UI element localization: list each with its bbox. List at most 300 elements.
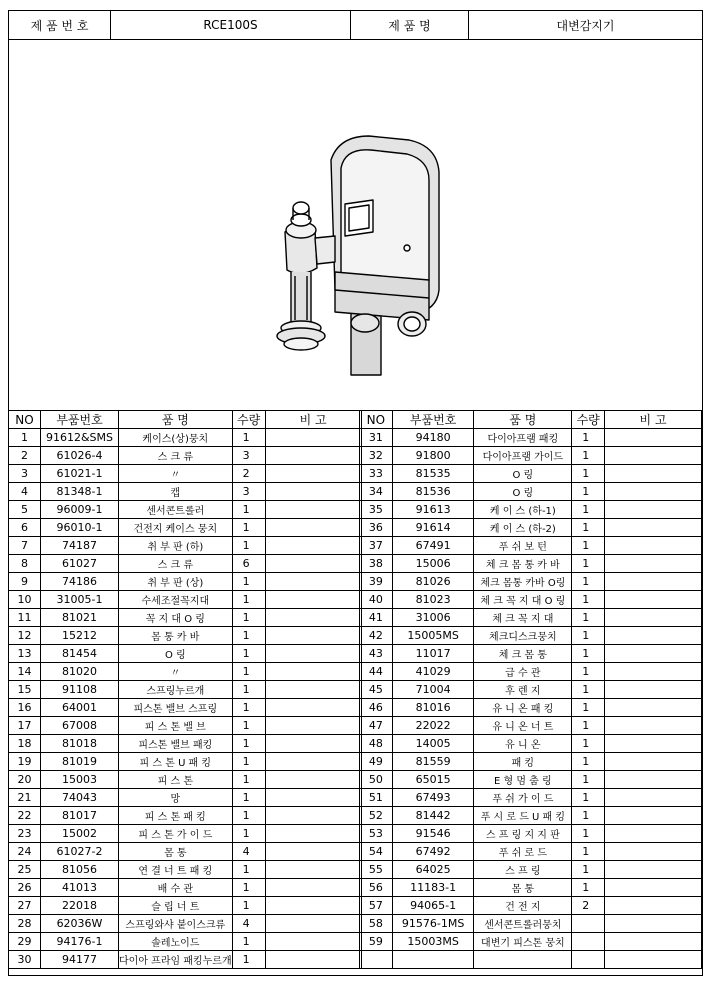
- row-no: 45: [360, 681, 393, 699]
- row-qty: 1: [572, 699, 605, 717]
- row-part-no: 81536: [392, 483, 474, 501]
- row-no: 58: [360, 915, 393, 933]
- sensor-unit-illustration: [9, 40, 702, 410]
- row-remarks: [265, 609, 361, 627]
- row-remarks: [265, 537, 361, 555]
- row-no: 56: [360, 879, 393, 897]
- row-no: 1: [9, 429, 41, 447]
- product-no-label: 제 품 번 호: [9, 11, 111, 39]
- row-part-no: 64001: [41, 699, 119, 717]
- row-no: 6: [9, 519, 41, 537]
- row-qty: 1: [572, 591, 605, 609]
- row-remarks: [265, 753, 361, 771]
- table-row: [9, 699, 362, 717]
- row-part-name: 후 렌 지: [474, 681, 572, 699]
- row-part-name: 캡: [119, 483, 233, 501]
- row-part-no: 81559: [392, 753, 474, 771]
- row-remarks: [605, 555, 702, 573]
- table-row: [360, 843, 702, 861]
- table-row: [9, 807, 362, 825]
- row-qty: 1: [232, 591, 265, 609]
- row-no: 46: [360, 699, 393, 717]
- product-name-value: 대변감지기: [556, 18, 615, 33]
- row-part-name: 다이아프램 가이드: [474, 447, 572, 465]
- row-no: 14: [9, 663, 41, 681]
- row-remarks: [605, 951, 702, 969]
- row-qty: 1: [232, 429, 265, 447]
- row-remarks: [605, 627, 702, 645]
- table-row: [9, 789, 362, 807]
- row-no: 36: [360, 519, 393, 537]
- row-remarks: [265, 447, 361, 465]
- row-part-name: 건 전 지: [474, 897, 572, 915]
- row-remarks: [265, 555, 361, 573]
- row-part-no: 96010-1: [41, 519, 119, 537]
- row-qty: 1: [572, 843, 605, 861]
- row-qty: 1: [232, 933, 265, 951]
- row-remarks: [265, 771, 361, 789]
- row-part-no: 67492: [392, 843, 474, 861]
- table-row: [360, 735, 702, 753]
- row-qty: 4: [232, 915, 265, 933]
- table-row: [9, 573, 362, 591]
- row-no: 40: [360, 591, 393, 609]
- table-row: [9, 555, 362, 573]
- row-no: 38: [360, 555, 393, 573]
- row-qty: 1: [572, 537, 605, 555]
- row-no: 44: [360, 663, 393, 681]
- row-no: 16: [9, 699, 41, 717]
- col-no: NO: [9, 411, 41, 429]
- parts-rows-right: [360, 429, 702, 969]
- table-row: [9, 753, 362, 771]
- row-qty: 1: [572, 681, 605, 699]
- table-row: [9, 663, 362, 681]
- row-no: 22: [9, 807, 41, 825]
- row-part-name: 케 이 스 (하-1): [474, 501, 572, 519]
- row-remarks: [265, 861, 361, 879]
- row-qty: 1: [232, 753, 265, 771]
- table-row: [9, 429, 362, 447]
- table-row: [360, 465, 702, 483]
- table-row: [9, 897, 362, 915]
- row-qty: 1: [572, 879, 605, 897]
- table-row: [9, 645, 362, 663]
- row-part-no: 14005: [392, 735, 474, 753]
- table-row: [360, 699, 702, 717]
- row-no: 30: [9, 951, 41, 969]
- parts-table-left: [8, 410, 362, 969]
- row-no: 37: [360, 537, 393, 555]
- row-remarks: [265, 519, 361, 537]
- row-no: 9: [9, 573, 41, 591]
- row-remarks: [265, 681, 361, 699]
- row-part-no: 67493: [392, 789, 474, 807]
- row-part-name: 유 니 온 패 킹: [474, 699, 572, 717]
- table-row: [360, 609, 702, 627]
- row-part-name: 솔레노이드: [119, 933, 233, 951]
- row-remarks: [265, 573, 361, 591]
- row-qty: 1: [232, 501, 265, 519]
- row-qty: 1: [572, 861, 605, 879]
- row-no: 51: [360, 789, 393, 807]
- row-remarks: [265, 699, 361, 717]
- table-row: [9, 735, 362, 753]
- row-no: 12: [9, 627, 41, 645]
- row-remarks: [605, 519, 702, 537]
- row-qty: 1: [572, 447, 605, 465]
- row-part-no: 91800: [392, 447, 474, 465]
- table-row: [9, 609, 362, 627]
- row-part-no: 41013: [41, 879, 119, 897]
- row-part-name: 체 크 몸 통: [474, 645, 572, 663]
- col-part-no: 부품번호: [392, 411, 474, 429]
- row-no: 5: [9, 501, 41, 519]
- table-row: [9, 915, 362, 933]
- table-row: [9, 519, 362, 537]
- row-no: 4: [9, 483, 41, 501]
- row-part-name: 몸 통 카 바: [119, 627, 233, 645]
- table-row: [360, 537, 702, 555]
- row-part-name: 〃: [119, 465, 233, 483]
- row-part-no: 31005-1: [41, 591, 119, 609]
- row-remarks: [265, 645, 361, 663]
- row-part-name: 센서콘트롤러뭉치: [474, 915, 572, 933]
- row-no: 25: [9, 861, 41, 879]
- col-name: 품 명: [474, 411, 572, 429]
- row-part-no: 81020: [41, 663, 119, 681]
- row-no: 17: [9, 717, 41, 735]
- row-no: 2: [9, 447, 41, 465]
- row-remarks: [265, 789, 361, 807]
- row-remarks: [605, 861, 702, 879]
- row-qty: 2: [232, 465, 265, 483]
- row-part-no: 94180: [392, 429, 474, 447]
- row-part-name: 몸 통: [474, 879, 572, 897]
- table-row: [9, 681, 362, 699]
- row-part-no: 94176-1: [41, 933, 119, 951]
- row-remarks: [605, 933, 702, 951]
- row-remarks: [605, 789, 702, 807]
- row-no: 31: [360, 429, 393, 447]
- row-remarks: [265, 735, 361, 753]
- row-part-name: 체 크 꼭 지 대 O 링: [474, 591, 572, 609]
- row-part-name: 피 스 톤 패 킹: [119, 807, 233, 825]
- row-remarks: [605, 483, 702, 501]
- table-row: [9, 591, 362, 609]
- row-part-name: 체크 몸통 카바 O링: [474, 573, 572, 591]
- row-part-name: 슬 립 너 트: [119, 897, 233, 915]
- row-no: 59: [360, 933, 393, 951]
- row-part-no: 15002: [41, 825, 119, 843]
- row-part-no: 81017: [41, 807, 119, 825]
- row-part-no: 15212: [41, 627, 119, 645]
- table-row: [9, 843, 362, 861]
- row-remarks: [265, 465, 361, 483]
- table-row: [360, 447, 702, 465]
- row-part-no: 81019: [41, 753, 119, 771]
- row-qty: 1: [232, 681, 265, 699]
- row-remarks: [605, 879, 702, 897]
- table-row: [9, 465, 362, 483]
- col-qty: 수량: [572, 411, 605, 429]
- row-no: 41: [360, 609, 393, 627]
- row-no: 39: [360, 573, 393, 591]
- row-part-no: 91612&SMS: [41, 429, 119, 447]
- row-part-name: 유 니 온: [474, 735, 572, 753]
- row-part-name: 다이아프램 패킹: [474, 429, 572, 447]
- row-no: 18: [9, 735, 41, 753]
- row-part-name: 피 스 톤 밸 브: [119, 717, 233, 735]
- row-qty: 1: [232, 573, 265, 591]
- row-qty: 1: [232, 537, 265, 555]
- row-part-name: 체 크 몸 통 카 바: [474, 555, 572, 573]
- row-qty: 1: [232, 951, 265, 969]
- row-qty: 1: [232, 879, 265, 897]
- row-part-name: 연 결 너 트 패 킹: [119, 861, 233, 879]
- row-part-no: 31006: [392, 609, 474, 627]
- row-part-name: 스프링와샤 붙이스크류: [119, 915, 233, 933]
- row-qty: 1: [232, 771, 265, 789]
- row-remarks: [605, 537, 702, 555]
- row-qty: 1: [572, 645, 605, 663]
- row-part-name: 취 부 판 (하): [119, 537, 233, 555]
- row-no: 23: [9, 825, 41, 843]
- row-no: 50: [360, 771, 393, 789]
- table-row: [360, 717, 702, 735]
- row-part-name: 스프링누르개: [119, 681, 233, 699]
- row-part-no: 61021-1: [41, 465, 119, 483]
- col-qty: 수량: [232, 411, 265, 429]
- row-part-no: 91614: [392, 519, 474, 537]
- parts-table-right: [359, 410, 702, 969]
- row-no: 43: [360, 645, 393, 663]
- row-remarks: [605, 681, 702, 699]
- row-part-name: 피 스 톤: [119, 771, 233, 789]
- table-header: [9, 411, 362, 429]
- row-part-name: E 형 멈 춤 링: [474, 771, 572, 789]
- row-part-no: 91576-1MS: [392, 915, 474, 933]
- table-row: [9, 771, 362, 789]
- table-row: [360, 663, 702, 681]
- row-part-no: 81535: [392, 465, 474, 483]
- table-header: [360, 411, 702, 429]
- row-qty: [572, 933, 605, 951]
- table-row: [360, 645, 702, 663]
- row-remarks: [605, 825, 702, 843]
- row-no: 57: [360, 897, 393, 915]
- table-row: [9, 951, 362, 969]
- row-remarks: [605, 699, 702, 717]
- table-row: [360, 951, 702, 969]
- row-qty: 1: [232, 789, 265, 807]
- row-qty: 1: [572, 807, 605, 825]
- row-part-no: 11017: [392, 645, 474, 663]
- row-part-name: 〃: [119, 663, 233, 681]
- row-part-name: 몸 통: [119, 843, 233, 861]
- row-part-name: 센서콘트롤러: [119, 501, 233, 519]
- row-remarks: [605, 753, 702, 771]
- row-part-no: 64025: [392, 861, 474, 879]
- parts-rows-left: [9, 429, 362, 969]
- row-no: 27: [9, 897, 41, 915]
- row-remarks: [265, 807, 361, 825]
- row-part-no: 81454: [41, 645, 119, 663]
- row-no: 8: [9, 555, 41, 573]
- table-row: [9, 537, 362, 555]
- row-part-name: O 링: [119, 645, 233, 663]
- row-part-name: 케 이 스 (하-2): [474, 519, 572, 537]
- row-part-no: 91546: [392, 825, 474, 843]
- col-no: NO: [360, 411, 393, 429]
- row-part-name: 푸 쉬 가 이 드: [474, 789, 572, 807]
- row-qty: 1: [232, 627, 265, 645]
- row-qty: 1: [232, 807, 265, 825]
- table-row: [9, 933, 362, 951]
- title-block: [9, 11, 702, 40]
- row-qty: 1: [232, 663, 265, 681]
- row-qty: 1: [572, 573, 605, 591]
- table-row: [360, 519, 702, 537]
- row-remarks: [265, 501, 361, 519]
- table-row: [9, 501, 362, 519]
- row-part-no: 81021: [41, 609, 119, 627]
- row-part-name: 스 크 류: [119, 555, 233, 573]
- row-qty: 1: [572, 771, 605, 789]
- row-remarks: [605, 897, 702, 915]
- row-part-name: 망: [119, 789, 233, 807]
- table-row: [360, 897, 702, 915]
- row-no: 20: [9, 771, 41, 789]
- row-remarks: [265, 915, 361, 933]
- row-qty: 1: [232, 825, 265, 843]
- row-qty: 1: [232, 519, 265, 537]
- row-part-no: 22018: [41, 897, 119, 915]
- row-remarks: [265, 933, 361, 951]
- row-qty: 1: [572, 429, 605, 447]
- row-part-no: 91613: [392, 501, 474, 519]
- row-no: 29: [9, 933, 41, 951]
- row-part-no: 81018: [41, 735, 119, 753]
- row-qty: 1: [572, 501, 605, 519]
- row-remarks: [265, 717, 361, 735]
- table-row: [9, 861, 362, 879]
- table-row: [9, 879, 362, 897]
- row-qty: 1: [572, 483, 605, 501]
- table-row: [360, 933, 702, 951]
- table-row: [9, 717, 362, 735]
- row-part-name: 피스톤 밸브 패킹: [119, 735, 233, 753]
- row-qty: 3: [232, 447, 265, 465]
- row-no: [360, 951, 393, 969]
- row-part-no: 81026: [392, 573, 474, 591]
- row-no: 32: [360, 447, 393, 465]
- table-row: [360, 915, 702, 933]
- table-row: [360, 483, 702, 501]
- row-part-no: 61027: [41, 555, 119, 573]
- row-remarks: [605, 447, 702, 465]
- row-part-name: 푸 쉬 보 턴: [474, 537, 572, 555]
- row-part-no: 22022: [392, 717, 474, 735]
- row-remarks: [265, 879, 361, 897]
- row-no: 49: [360, 753, 393, 771]
- row-qty: 1: [232, 645, 265, 663]
- table-row: [360, 573, 702, 591]
- row-part-name: 취 부 판 (상): [119, 573, 233, 591]
- row-part-no: 67491: [392, 537, 474, 555]
- row-part-no: 81023: [392, 591, 474, 609]
- product-name-label: 제 품 명: [351, 11, 469, 39]
- row-no: 3: [9, 465, 41, 483]
- row-part-no: 61026-4: [41, 447, 119, 465]
- row-part-name: 패 킹: [474, 753, 572, 771]
- row-qty: 1: [572, 663, 605, 681]
- row-remarks: [265, 951, 361, 969]
- product-drawing: [9, 40, 702, 410]
- row-qty: 1: [572, 465, 605, 483]
- row-remarks: [605, 771, 702, 789]
- row-qty: 1: [232, 735, 265, 753]
- row-part-no: 62036W: [41, 915, 119, 933]
- row-qty: 1: [232, 861, 265, 879]
- row-qty: 1: [572, 519, 605, 537]
- table-row: [360, 555, 702, 573]
- row-part-no: 74187: [41, 537, 119, 555]
- row-part-name: 피 스 톤 U 패 킹: [119, 753, 233, 771]
- row-qty: 1: [232, 897, 265, 915]
- row-qty: 1: [572, 753, 605, 771]
- row-part-name: O 링: [474, 483, 572, 501]
- row-remarks: [605, 501, 702, 519]
- table-row: [360, 753, 702, 771]
- row-part-no: 81348-1: [41, 483, 119, 501]
- row-part-name: 건전지 케이스 뭉치: [119, 519, 233, 537]
- row-qty: [572, 951, 605, 969]
- row-qty: [572, 915, 605, 933]
- row-no: 28: [9, 915, 41, 933]
- row-no: 35: [360, 501, 393, 519]
- row-part-no: 81056: [41, 861, 119, 879]
- row-part-no: 61027-2: [41, 843, 119, 861]
- row-remarks: [265, 825, 361, 843]
- table-row: [360, 771, 702, 789]
- row-qty: 1: [572, 789, 605, 807]
- table-row: [360, 627, 702, 645]
- row-part-no: [392, 951, 474, 969]
- row-remarks: [265, 897, 361, 915]
- col-name: 품 명: [119, 411, 233, 429]
- parts-sheet: [8, 10, 703, 976]
- row-part-name: 대변기 피스톤 뭉치: [474, 933, 572, 951]
- row-remarks: [605, 645, 702, 663]
- row-no: 48: [360, 735, 393, 753]
- row-remarks: [265, 843, 361, 861]
- row-no: 34: [360, 483, 393, 501]
- row-no: 11: [9, 609, 41, 627]
- row-no: 54: [360, 843, 393, 861]
- row-part-name: 체크디스크뭉치: [474, 627, 572, 645]
- table-row: [9, 483, 362, 501]
- row-qty: 1: [572, 735, 605, 753]
- row-part-no: 15006: [392, 555, 474, 573]
- row-part-name: 체 크 꼭 지 대: [474, 609, 572, 627]
- table-row: [360, 591, 702, 609]
- product-no-value: RCE100S: [111, 11, 351, 39]
- row-remarks: [265, 591, 361, 609]
- row-part-name: 스 크 류: [119, 447, 233, 465]
- row-remarks: [605, 465, 702, 483]
- row-part-name: 배 수 관: [119, 879, 233, 897]
